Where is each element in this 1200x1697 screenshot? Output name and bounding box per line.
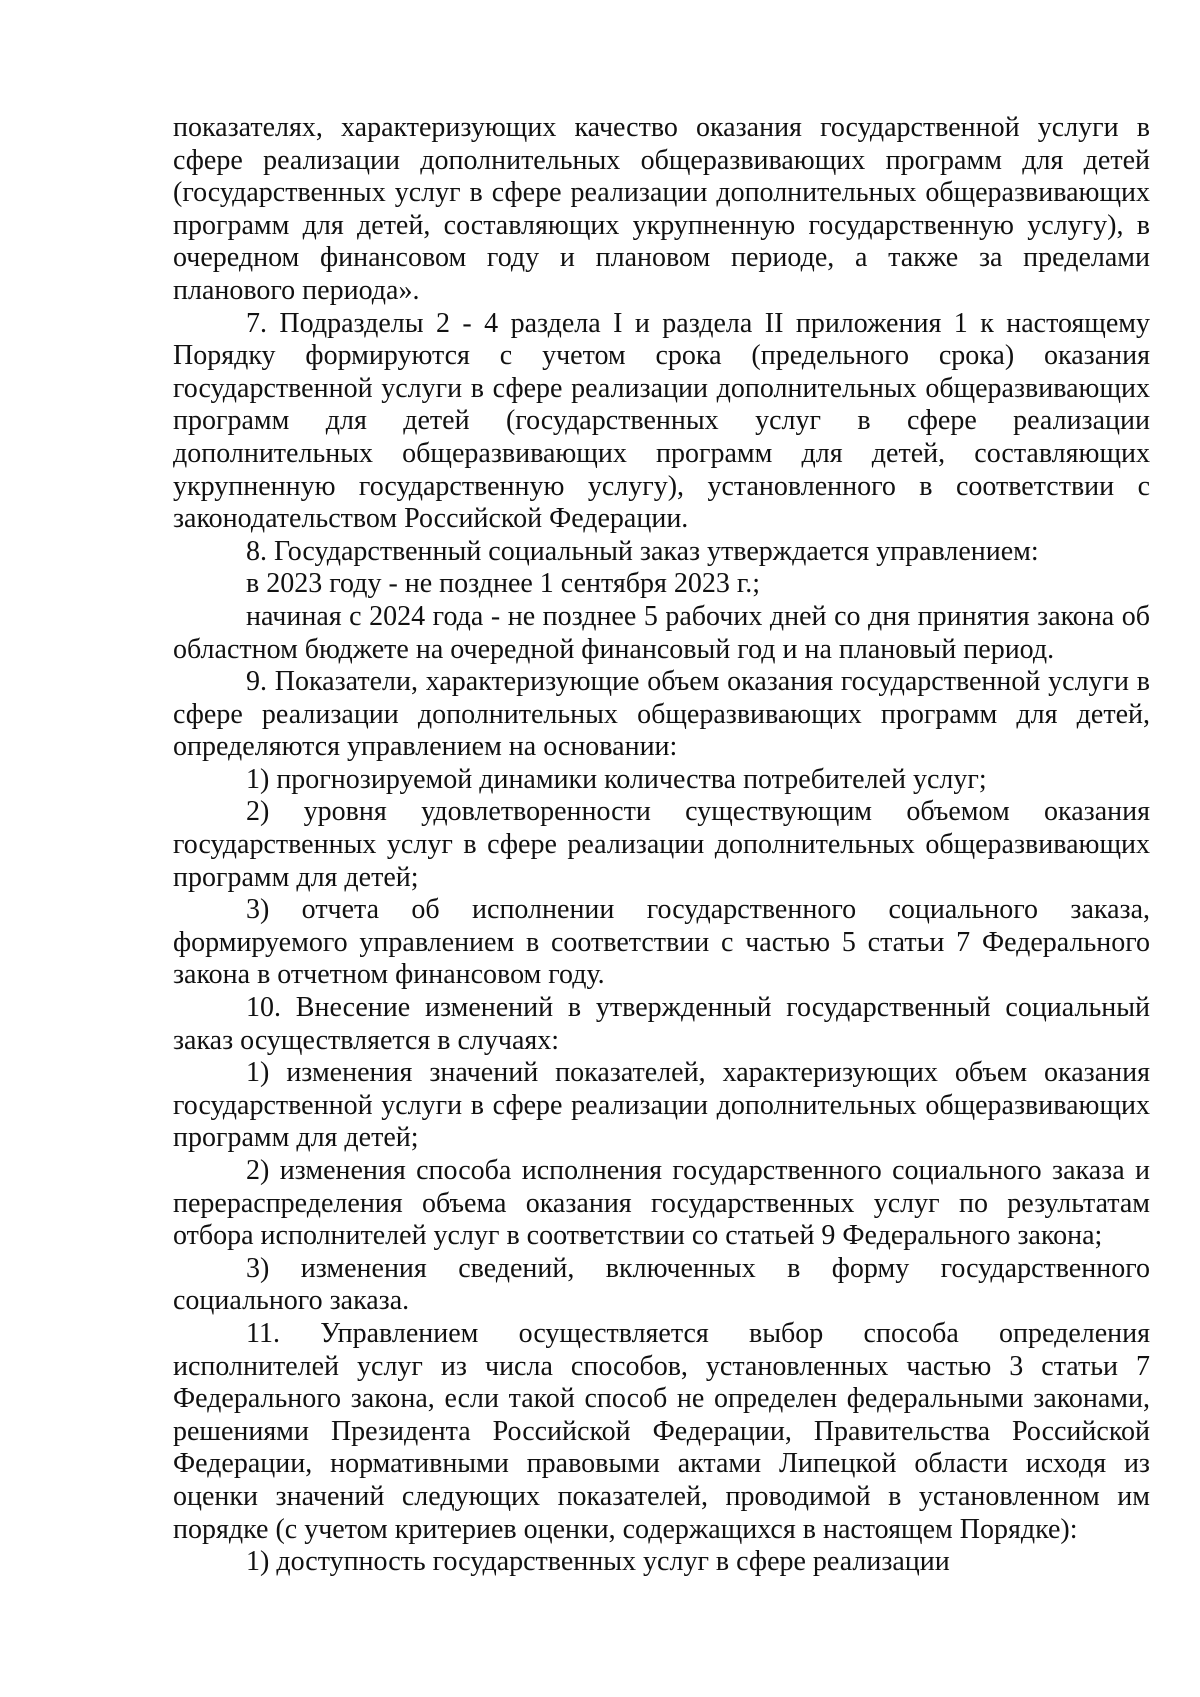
paragraph-11: 11. Управлением осуществляется выбор способа определения исполнителей услуг из числа способов, установленных частью 3 статьи 7 Федерального закона, если такой способ не определен федеральными законами, решениями Президента Российской Федерации, Правительства Российской Федерации, нормативными правовыми актами Липецкой области исходя из оценки значений следующих показателей, проводимой в установленном им порядке (с учетом критериев оценки, содержащихся в настоящем Порядке): (173, 1317, 1150, 1545)
paragraph-10-item-1: 1) изменения значений показателей, характеризующих объем оказания государственной услуги в сфере реализации дополнительных общеразвивающих программ для детей; (173, 1057, 1150, 1154)
paragraph-10-item-2: 2) изменения способа исполнения государственного социального заказа и перераспределения объема оказания государственных услуг по результатам отбора исполнителей услуг в соответствии со статьей 9 Федерального закона; (173, 1155, 1150, 1252)
paragraph-7: 7. Подразделы 2 - 4 раздела I и раздела II приложения 1 к настоящему Порядку формируются с учетом срока (предельного срока) оказания государственной услуги в сфере реализации дополнительных общеразвивающих программ для детей (государственных услуг в сфере реализации дополнительных общеразвивающих программ для детей, составляющих укрупненную государственную услугу), установленного в соответствии с законодательством Российской Федерации. (173, 307, 1150, 535)
paragraph-8-item-2024: начиная с 2024 года - не позднее 5 рабочих дней со дня принятия закона об областном бюджете на очередной финансовый год и на плановый период. (173, 600, 1150, 665)
paragraph-9-item-3: 3) отчета об исполнении государственного социального заказа, формируемого управлением в соответствии с частью 5 статьи 7 Федерального закона в отчетном финансовом году. (173, 894, 1150, 991)
paragraph-10-item-3: 3) изменения сведений, включенных в форму государственного социального заказа. (173, 1252, 1150, 1317)
document-page (173, 112, 1150, 1579)
paragraph-8-item-2023: в 2023 году - не позднее 1 сентября 2023 г.; (246, 568, 760, 600)
paragraph-10: 10. Внесение изменений в утвержденный государственный социальный заказ осуществляется в случаях: (173, 992, 1150, 1056)
paragraph-quality-indicators-end: показателях, характеризующих качество оказания государственной услуги в сфере реализации дополнительных общеразвивающих программ для детей (государственных услуг в сфере реализации дополнительных общеразвивающих программ для детей, составляющих укрупненную государственную услугу), в очередном финансовом году и плановом периоде, а также за пределами планового периода». (173, 112, 1150, 306)
paragraph-11-item-1: 1) доступность государственных услуг в сфере реализации (246, 1546, 950, 1578)
paragraph-9-item-1: 1) прогнозируемой динамики количества потребителей услуг; (246, 763, 987, 795)
paragraph-9-item-2: 2) уровня удовлетворенности существующим объемом оказания государственных услуг в сфере реализации дополнительных общеразвивающих программ для детей; (173, 796, 1150, 893)
paragraph-9: 9. Показатели, характеризующие объем оказания государственной услуги в сфере реализации дополнительных общеразвивающих программ для детей, определяются управлением на основании: (173, 666, 1150, 763)
paragraph-8: 8. Государственный социальный заказ утверждается управлением: (246, 535, 1039, 567)
